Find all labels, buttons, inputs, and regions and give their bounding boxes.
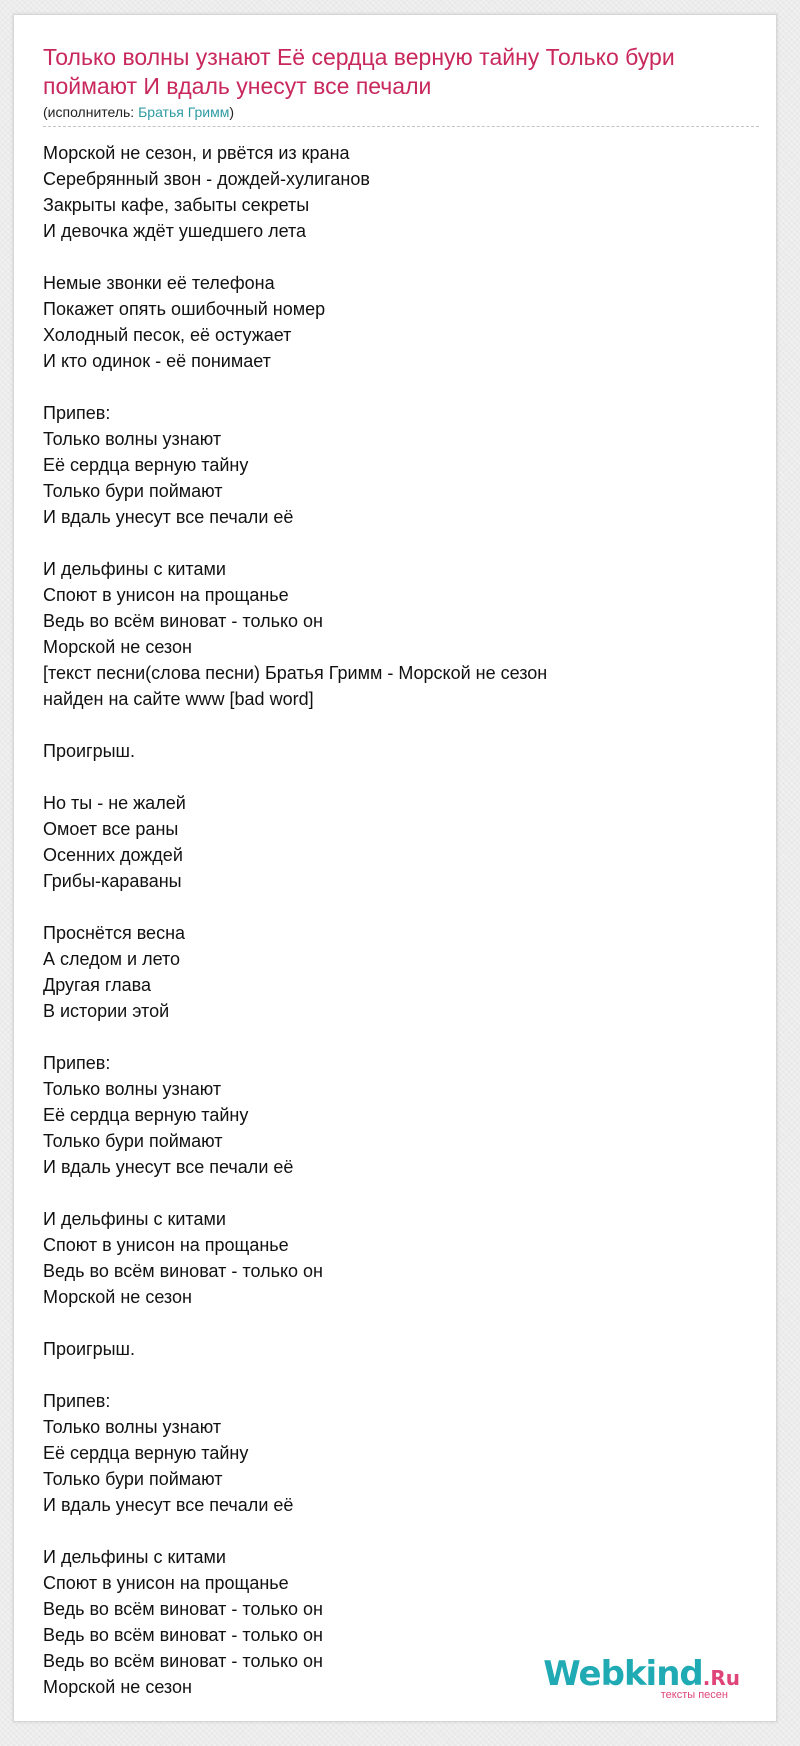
lyrics-line: И девочка ждёт ушедшего лета (43, 221, 307, 241)
lyrics-line: И вдаль унесут все печали её (43, 1495, 294, 1515)
lyrics-line: [текст песни(слова песни) Братья Гримм - Морской не сезон (43, 663, 548, 683)
logo-wordmark: Webkind (543, 1654, 703, 1694)
lyrics-line: И дельфины с китами (43, 559, 226, 579)
lyrics-line: Припев: (43, 403, 111, 423)
lyrics-line: Закрыты кафе, забыты секреты (43, 195, 310, 215)
lyrics-line: Только волны узнают (43, 1417, 222, 1437)
performer-prefix: (исполнитель: (43, 104, 139, 120)
lyrics-line: И вдаль унесут все печали её (43, 507, 294, 527)
lyrics-line: Холодный песок, её остужает (43, 325, 292, 345)
lyrics-stanza (43, 790, 743, 894)
lyrics-stanza (43, 1050, 743, 1180)
performer-line (43, 104, 743, 121)
lyrics-stanza (43, 920, 743, 1024)
lyrics-line: Морской не сезон (43, 1677, 192, 1697)
lyrics-line: Морской не сезон, и рвётся из крана (43, 143, 350, 163)
lyrics-line: Её сердца верную тайну (43, 455, 249, 475)
lyrics-line: Морской не сезон (43, 637, 192, 657)
lyrics-line: Только волны узнают (43, 1079, 222, 1099)
lyrics-line: И дельфины с китами (43, 1547, 226, 1567)
lyrics-line: Споют в унисон на прощанье (43, 585, 289, 605)
lyrics-line: Ведь во всём виноват - только он (43, 1625, 323, 1645)
lyrics-line: Проигрыш. (43, 1339, 135, 1359)
lyrics-line: Морской не сезон (43, 1287, 192, 1307)
title-divider (43, 126, 759, 127)
song-title: Только волны узнают Её сердца верную тайну Только бури поймают И вдаль унесут все печали (43, 44, 675, 99)
lyrics-stanza (43, 1336, 743, 1362)
lyrics-line: В истории этой (43, 1001, 170, 1021)
lyrics-stanza (43, 270, 743, 374)
lyrics-line: Припев: (43, 1053, 111, 1073)
lyrics-line: Немые звонки её телефона (43, 273, 275, 293)
lyrics-line: Проснётся весна (43, 923, 186, 943)
lyrics-line: Её сердца верную тайну (43, 1443, 249, 1463)
lyrics-line: Другая глава (43, 975, 151, 995)
lyrics-line: Омоет все раны (43, 819, 179, 839)
lyrics-line: Серебрянный звон - дождей-хулиганов (43, 169, 370, 189)
lyrics-line: Но ты - не жалей (43, 793, 186, 813)
lyrics-line: И вдаль унесут все печали её (43, 1157, 294, 1177)
lyrics-line: Припев: (43, 1391, 111, 1411)
logo-tagline: тексты песен (660, 1689, 728, 1701)
logo-tld: .Ru (702, 1666, 740, 1690)
lyrics-line: Только волны узнают (43, 429, 222, 449)
lyrics-line: Только бури поймают (43, 1131, 223, 1151)
performer-suffix: ) (229, 104, 235, 120)
lyrics-line: Грибы-караваны (43, 871, 182, 891)
lyrics-line: Ведь во всём виноват - только он (43, 1651, 323, 1671)
lyrics-stanza (43, 400, 743, 530)
lyrics-line: Ведь во всём виноват - только он (43, 1261, 323, 1281)
lyrics-line: Осенних дождей (43, 845, 183, 865)
lyrics-text (43, 140, 743, 1700)
lyrics-line: Только бури поймают (43, 1469, 223, 1489)
lyrics-line: Ведь во всём виноват - только он (43, 611, 323, 631)
lyrics-line: найден на сайте www [bad word] (43, 689, 314, 709)
lyrics-line: Её сердца верную тайну (43, 1105, 249, 1125)
lyrics-line: И дельфины с китами (43, 1209, 226, 1229)
lyrics-line: Покажет опять ошибочный номер (43, 299, 326, 319)
lyrics-line: Ведь во всём виноват - только он (43, 1599, 323, 1619)
lyrics-stanza (43, 1388, 743, 1518)
lyrics-line: Споют в унисон на прощанье (43, 1235, 289, 1255)
site-logo[interactable] (543, 1654, 740, 1701)
lyrics-line: И кто одинок - её понимает (43, 351, 271, 371)
performer-link[interactable]: Братья Гримм (138, 104, 230, 120)
lyrics-stanza (43, 140, 743, 244)
lyrics-line: Проигрыш. (43, 741, 135, 761)
lyrics-stanza (43, 1206, 743, 1310)
lyrics-content (43, 43, 743, 1700)
lyrics-line: Споют в унисон на прощанье (43, 1573, 289, 1593)
lyrics-line: А следом и лето (43, 949, 181, 969)
lyrics-line: Только бури поймают (43, 481, 223, 501)
lyrics-stanza (43, 738, 743, 764)
lyrics-stanza (43, 556, 743, 712)
lyrics-card (13, 14, 777, 1722)
